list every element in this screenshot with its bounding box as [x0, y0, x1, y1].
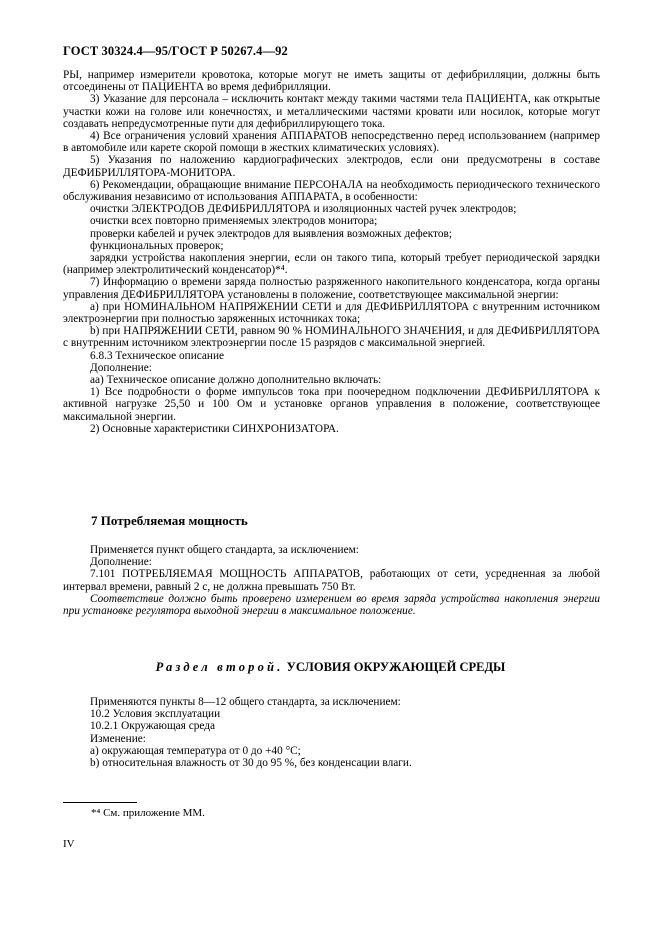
paragraph: аа) Техническое описание должно дополнительно включать:: [90, 374, 382, 387]
section-7-heading: 7 Потребляемая мощность: [91, 513, 248, 528]
environment-section: [63, 696, 600, 769]
paragraph: 6) Рекомендации, обращающие внимание ПЕРСОНАЛА на необходимость периодического технического обслуживания независимо от использования АППАРАТА, в особенности:: [63, 178, 600, 204]
paragraph: 7.101 ПОТРЕБЛЯЕМАЯ МОЩНОСТЬ АППАРАТОВ, работающих от сети, усредненная за любой интервал времени, равный 2 с, не должна превышать 750 Вт.: [63, 568, 600, 593]
paragraph: 5) Указания по наложению кардиографических электродов, если они предусмотрены в составе ДЕФИБРИЛЛЯТОРА-МОНИТОРА.: [63, 154, 600, 179]
paragraph: Дополнение:: [90, 361, 152, 374]
page-number: IV: [63, 838, 75, 850]
list-item: очистки ЭЛЕКТРОДОВ ДЕФИБРИЛЛЯТОРА и изоляционных частей ручек электродов;: [90, 203, 517, 216]
list-item: зарядки устройства накопления энергии, если он такого типа, который требует периодической зарядки (например электролитический конденсатор)*⁴.: [63, 252, 600, 277]
footnote-divider: [63, 802, 137, 803]
list-item: 2) Основные характеристики СИНХРОНИЗАТОРА.: [90, 422, 339, 435]
footnote: *⁴ См. приложение ММ.: [91, 807, 205, 819]
paragraph: РЫ, например измерители кровотока, которые могут не иметь защиты от дефибрилляции, должны быть отсоединены от ПАЦИЕНТА во время дефибрилляции.: [63, 69, 600, 94]
list-item: b) относительная влажность от 30 до 95 %, без конденсации влаги.: [90, 757, 412, 770]
compliance-note: Соответствие должно быть проверено измерением во время заряда устройства накопления энергии при установке регулятора выходной энергии в максимальное положение.: [63, 592, 600, 618]
paragraph: Дополнение:: [90, 556, 152, 569]
section-7-body: [63, 544, 600, 617]
subsection-heading: 6.8.3 Техническое описание: [90, 349, 225, 362]
list-item: 1) Все подробности о форме импульсов тока при поочередном подключении ДЕФИБРИЛЛЯТОРА к активной нагрузке 25,50 и 100 Ом и установке органов управления в положение, соответствующее максимальной энергии.: [63, 386, 600, 423]
list-item: очистки всех повторно применяемых электродов монитора;: [90, 215, 378, 228]
list-item: b) при НАПРЯЖЕНИИ СЕТИ, равном 90 % НОМИНАЛЬНОГО ЗНАЧЕНИЯ, и для ДЕФИБРИЛЛЯТОРА с внутренним источником электроэнергии после 15 разрядов с максимальной энергией.: [63, 325, 600, 350]
list-item: проверки кабелей и ручек электродов для выявления возможных дефектов;: [90, 227, 452, 240]
list-item: функциональных проверок;: [90, 239, 224, 252]
list-item: a) при НОМИНАЛЬНОМ НАПРЯЖЕНИИ СЕТИ и для ДЕФИБРИЛЛЯТОРА с внутренним источником электроэнергии при полностью заряженных источниках тока;: [63, 300, 600, 326]
paragraph: 7) Информацию о времени заряда полностью разряженного накопительного конденсатора, когда органы управления ДЕФИБРИЛЛЯТОРА установлены в положение, соответствующее максимальной энергии:: [63, 276, 600, 301]
paragraph: Применяется пункт общего стандарта, за исключением:: [90, 544, 359, 556]
part-label: Раздел второй.: [155, 660, 284, 674]
section-6-continuation: [63, 69, 600, 435]
subsection-heading: 10.2.1 Окружающая среда: [90, 720, 215, 733]
list-item: a) окружающая температура от 0 до +40 °С;: [90, 744, 301, 757]
paragraph: 4) Все ограничения условий хранения АППАРАТОВ непосредственно перед использованием (например в автомобиле или карете скорой помощи в жестких климатических условиях).: [63, 130, 600, 155]
subsection-heading: 10.2 Условия эксплуатации: [90, 708, 221, 721]
part-title: УСЛОВИЯ ОКРУЖАЮЩЕЙ СРЕДЫ: [286, 660, 506, 674]
part-two-heading: [0, 660, 661, 675]
document-header: ГОСТ 30324.4—95/ГОСТ Р 50267.4—92: [63, 44, 288, 58]
paragraph: 3) Указание для персонала – исключить контакт между такими частями тела ПАЦИЕНТА, как открытые участки кожи на голове или конечностях, и металлическими частями кровати или носилок, которые могут создавать непредусмотренные пути для дефибриллирующего тока.: [63, 93, 600, 130]
paragraph: Изменение:: [90, 732, 146, 745]
paragraph: Применяются пункты 8—12 общего стандарта, за исключением:: [90, 696, 401, 708]
